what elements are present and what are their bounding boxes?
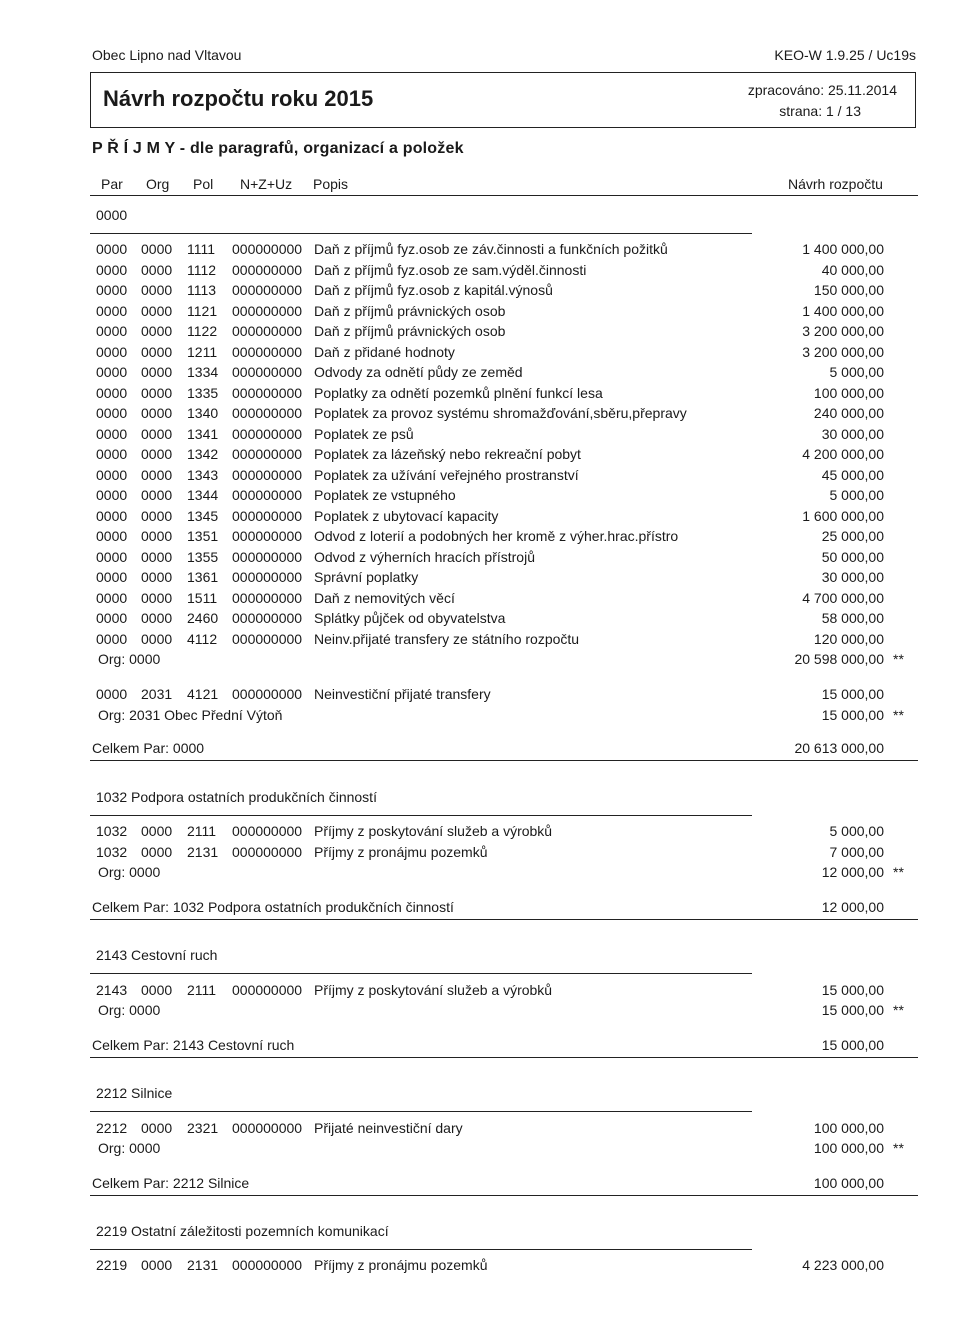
org-row [0,864,960,884]
cell-popis: Příjmy z pronájmu pozemků [314,844,488,860]
subtotal-marker: ** [893,707,904,723]
cell-popis: Příjmy z poskytování služeb a výrobků [314,982,553,998]
cell-par: 2212 [96,1120,128,1136]
cell-popis: Daň z příjmů fyz.osob ze záv.činnosti a funkčních požitků [314,241,668,257]
cell-org: 0000 [141,446,173,462]
cell-pol: 2131 [187,1257,219,1273]
section-row [0,207,960,227]
cell-amount: 3 200 000,00 [802,323,884,339]
cell-org: 0000 [141,426,173,442]
paragraph-total-label: Celkem Par: 2212 Silnice [92,1175,250,1191]
cell-par: 0000 [96,467,128,483]
table-row [0,426,960,446]
cell-pol: 1345 [187,508,219,524]
cell-nzu: 000000000 [232,1257,303,1273]
cell-amount: 7 000,00 [829,844,884,860]
section-heading: 2219 Ostatní záležitosti pozemních komunikací [96,1223,389,1239]
cell-nzu: 000000000 [232,631,303,647]
cell-pol: 1122 [187,323,218,339]
cell-org: 0000 [141,262,173,278]
table-row [0,631,960,651]
table-row [0,1257,960,1277]
cell-amount: 25 000,00 [821,528,884,544]
paragraph-total-label: Celkem Par: 0000 [92,740,205,756]
cell-nzu: 000000000 [232,844,303,860]
cell-amount: 30 000,00 [821,426,884,442]
section-row [0,947,960,967]
cell-amount: 240 000,00 [813,405,884,421]
total-underline [90,919,918,920]
cell-par: 0000 [96,364,128,380]
cell-nzu: 000000000 [232,569,303,585]
paragraph-total-amount: 20 613 000,00 [794,740,884,756]
report-code: KEO-W 1.9.25 / Uc19s [774,47,916,63]
cell-org: 0000 [141,344,173,360]
cell-org: 0000 [141,631,173,647]
cell-pol: 1351 [187,528,219,544]
cell-nzu: 000000000 [232,590,303,606]
cell-org: 0000 [141,508,173,524]
paragraph-total-label: Celkem Par: 1032 Podpora ostatních produkčních činností [92,899,454,915]
cell-amount: 120 000,00 [813,631,884,647]
cell-org: 0000 [141,487,173,503]
cell-par: 1032 [96,823,128,839]
cell-popis: Poplatky za odnětí pozemků plnění funkcí lesa [314,385,603,401]
section-underline [90,233,752,234]
cell-amount: 1 600 000,00 [802,508,884,524]
cell-popis: Příjmy z poskytování služeb a výrobků [314,823,553,839]
section-heading: 0000 [96,207,128,223]
table-row [0,610,960,630]
cell-org: 0000 [141,569,173,585]
cell-popis: Neinvestiční přijaté transfery [314,686,491,702]
cell-pol: 1112 [187,262,217,278]
org-row [0,1140,960,1160]
cell-pol: 2111 [187,982,217,998]
cell-pol: 2460 [187,610,219,626]
cell-amount: 4 223 000,00 [802,1257,884,1273]
cell-popis: Daň z přidané hodnoty [314,344,455,360]
col-header-amount: Návrh rozpočtu [788,176,883,192]
cell-par: 0000 [96,631,128,647]
cell-org: 0000 [141,610,173,626]
cell-pol: 1355 [187,549,219,565]
cell-org: 0000 [141,323,173,339]
section-row [0,789,960,809]
cell-pol: 1340 [187,405,219,421]
title-box [90,72,916,128]
cell-nzu: 000000000 [232,549,303,565]
paragraph-total-amount: 15 000,00 [821,1037,884,1053]
cell-nzu: 000000000 [232,982,303,998]
cell-par: 0000 [96,405,128,421]
section-underline [90,1249,752,1250]
cell-par: 0000 [96,686,128,702]
cell-org: 0000 [141,364,173,380]
cell-nzu: 000000000 [232,528,303,544]
cell-org: 0000 [141,303,173,319]
cell-par: 0000 [96,610,128,626]
cell-amount: 5 000,00 [829,487,884,503]
org-subtotal-amount: 15 000,00 [821,1002,884,1018]
org-subtotal-amount: 15 000,00 [821,707,884,723]
cell-nzu: 000000000 [232,282,303,298]
table-row [0,323,960,343]
table-row [0,590,960,610]
cell-nzu: 000000000 [232,405,303,421]
total-row [0,899,960,919]
cell-popis: Daň z nemovitých věcí [314,590,455,606]
cell-popis: Poplatek ze vstupného [314,487,456,503]
cell-amount: 45 000,00 [821,467,884,483]
table-row [0,1120,960,1140]
cell-popis: Správní poplatky [314,569,419,585]
cell-pol: 1341 [187,426,219,442]
cell-par: 0000 [96,344,128,360]
cell-pol: 2131 [187,844,219,860]
org-subtotal-label: Org: 0000 [98,1140,161,1156]
table-row [0,823,960,843]
cell-org: 0000 [141,982,173,998]
cell-pol: 1211 [187,344,218,360]
subtotal-marker: ** [893,1002,904,1018]
cell-org: 0000 [141,282,173,298]
cell-par: 0000 [96,446,128,462]
section-underline [90,1111,752,1112]
section-underline [90,815,752,816]
cell-popis: Daň z příjmů fyz.osob z kapitál.výnosů [314,282,553,298]
cell-amount: 1 400 000,00 [802,303,884,319]
cell-popis: Odvody za odnětí půdy ze zeměd [314,364,523,380]
table-row [0,844,960,864]
cell-amount: 5 000,00 [829,823,884,839]
cell-org: 0000 [141,385,173,401]
page-title: Návrh rozpočtu roku 2015 [103,86,374,111]
cell-par: 0000 [96,323,128,339]
cell-nzu: 000000000 [232,344,303,360]
cell-popis: Odvod z loterií a podobných her kromě z výher.hrac.přístro [314,528,679,544]
cell-nzu: 000000000 [232,426,303,442]
col-header-par: Par [101,176,123,192]
cell-pol: 2111 [187,823,217,839]
total-row [0,1175,960,1195]
table-row [0,982,960,1002]
cell-nzu: 000000000 [232,686,303,702]
cell-pol: 1511 [187,590,218,606]
section-heading: 2143 Cestovní ruch [96,947,218,963]
cell-popis: Daň z příjmů fyz.osob ze sam.výděl.činnosti [314,262,587,278]
cell-popis: Daň z příjmů právnických osob [314,323,506,339]
cell-amount: 40 000,00 [821,262,884,278]
org-subtotal-amount: 100 000,00 [813,1140,884,1156]
cell-amount: 100 000,00 [813,385,884,401]
table-row [0,686,960,706]
cell-org: 0000 [141,405,173,421]
cell-par: 2143 [96,982,128,998]
cell-org: 0000 [141,549,173,565]
cell-org: 0000 [141,844,173,860]
cell-par: 0000 [96,528,128,544]
org-subtotal-label: Org: 0000 [98,1002,161,1018]
municipality-name: Obec Lipno nad Vltavou [92,47,242,63]
table-row [0,262,960,282]
total-row [0,740,960,760]
cell-amount: 5 000,00 [829,364,884,380]
cell-amount: 100 000,00 [813,1120,884,1136]
cell-pol: 1111 [187,241,216,257]
cell-popis: Poplatek za provoz systému shromažďování,sběru,přepravy [314,405,687,421]
cell-org: 2031 [141,686,173,702]
total-underline [90,1195,918,1196]
cell-popis: Příjmy z pronájmu pozemků [314,1257,488,1273]
subtotal-marker: ** [893,1140,904,1156]
table-row [0,528,960,548]
cell-pol: 1344 [187,487,219,503]
total-underline [90,1057,918,1058]
cell-nzu: 000000000 [232,385,303,401]
cell-par: 0000 [96,282,128,298]
cell-amount: 15 000,00 [821,982,884,998]
cell-pol: 1343 [187,467,219,483]
cell-par: 0000 [96,241,128,257]
cell-org: 0000 [141,241,173,257]
table-row [0,467,960,487]
paragraph-total-amount: 12 000,00 [821,899,884,915]
processed-date: zpracováno: 25.11.2014 [747,82,897,98]
cell-popis: Poplatek za lázeňský nebo rekreační pobyt [314,446,581,462]
org-subtotal-amount: 12 000,00 [821,864,884,880]
table-row [0,569,960,589]
org-subtotal-label: Org: 0000 [98,864,161,880]
page-number: strana: 1 / 13 [779,103,861,119]
table-row [0,282,960,302]
report-subtitle: P Ř Í J M Y - dle paragrafů, organizací a položek [92,140,464,157]
cell-org: 0000 [141,1257,173,1273]
cell-pol: 1342 [187,446,219,462]
paragraph-total-amount: 100 000,00 [813,1175,884,1191]
cell-popis: Poplatek ze psů [314,426,414,442]
cell-popis: Daň z příjmů právnických osob [314,303,506,319]
cell-pol: 1361 [187,569,219,585]
cell-popis: Poplatek za užívání veřejného prostranství [314,467,579,483]
org-row [0,651,960,671]
cell-pol: 4121 [187,686,219,702]
paragraph-total-label: Celkem Par: 2143 Cestovní ruch [92,1037,295,1053]
section-heading: 2212 Silnice [96,1085,173,1101]
cell-amount: 4 200 000,00 [802,446,884,462]
cell-par: 0000 [96,487,128,503]
cell-nzu: 000000000 [232,323,303,339]
cell-par: 1032 [96,844,128,860]
org-row [0,1002,960,1022]
section-row [0,1223,960,1243]
col-header-nzu: N+Z+Uz [240,176,293,192]
cell-popis: Splátky půjček od obyvatelstva [314,610,506,626]
cell-nzu: 000000000 [232,446,303,462]
cell-org: 0000 [141,590,173,606]
table-row [0,344,960,364]
section-row [0,1085,960,1105]
cell-amount: 30 000,00 [821,569,884,585]
cell-popis: Přijaté neinvestiční dary [314,1120,463,1136]
total-underline [90,760,918,761]
cell-par: 0000 [96,426,128,442]
cell-par: 0000 [96,590,128,606]
table-row [0,303,960,323]
org-subtotal-label: Org: 0000 [98,651,161,667]
cell-nzu: 000000000 [232,610,303,626]
section-underline [90,973,752,974]
cell-par: 0000 [96,262,128,278]
cell-pol: 1334 [187,364,219,380]
org-row [0,707,960,727]
cell-pol: 1113 [187,282,217,298]
cell-amount: 50 000,00 [821,549,884,565]
cell-org: 0000 [141,823,173,839]
org-subtotal-label: Org: 2031 Obec Přední Výtoň [98,707,283,723]
cell-amount: 1 400 000,00 [802,241,884,257]
cell-nzu: 000000000 [232,467,303,483]
table-row [0,241,960,261]
section-heading: 1032 Podpora ostatních produkčních činností [96,789,377,805]
col-header-org: Org [146,176,170,192]
cell-amount: 4 700 000,00 [802,590,884,606]
cell-pol: 1335 [187,385,219,401]
cell-pol: 2321 [187,1120,219,1136]
cell-org: 0000 [141,467,173,483]
cell-par: 0000 [96,508,128,524]
cell-nzu: 000000000 [232,303,303,319]
table-row [0,549,960,569]
cell-amount: 150 000,00 [813,282,884,298]
cell-amount: 3 200 000,00 [802,344,884,360]
table-row [0,446,960,466]
header-divider [90,195,918,196]
cell-nzu: 000000000 [232,487,303,503]
cell-par: 0000 [96,385,128,401]
cell-popis: Poplatek z ubytovací kapacity [314,508,499,524]
cell-par: 0000 [96,569,128,585]
cell-popis: Neinv.přijaté transfery ze státního rozpočtu [314,631,580,647]
cell-org: 0000 [141,528,173,544]
cell-nzu: 000000000 [232,262,303,278]
col-header-pol: Pol [193,176,214,192]
subtotal-marker: ** [893,864,904,880]
cell-nzu: 000000000 [232,1120,303,1136]
cell-org: 0000 [141,1120,173,1136]
cell-par: 2219 [96,1257,128,1273]
cell-nzu: 000000000 [232,364,303,380]
cell-nzu: 000000000 [232,508,303,524]
cell-nzu: 000000000 [232,241,303,257]
cell-popis: Odvod z výherních hracích přístrojů [314,549,535,565]
cell-pol: 4112 [187,631,218,647]
cell-par: 0000 [96,303,128,319]
cell-pol: 1121 [187,303,218,319]
subtotal-marker: ** [893,651,904,667]
cell-amount: 15 000,00 [821,686,884,702]
cell-amount: 58 000,00 [821,610,884,626]
table-row [0,508,960,528]
cell-nzu: 000000000 [232,823,303,839]
col-header-popis: Popis [313,176,349,192]
table-row [0,487,960,507]
table-row [0,385,960,405]
total-row [0,1037,960,1057]
org-subtotal-amount: 20 598 000,00 [794,651,884,667]
table-row [0,364,960,384]
table-row [0,405,960,425]
cell-par: 0000 [96,549,128,565]
